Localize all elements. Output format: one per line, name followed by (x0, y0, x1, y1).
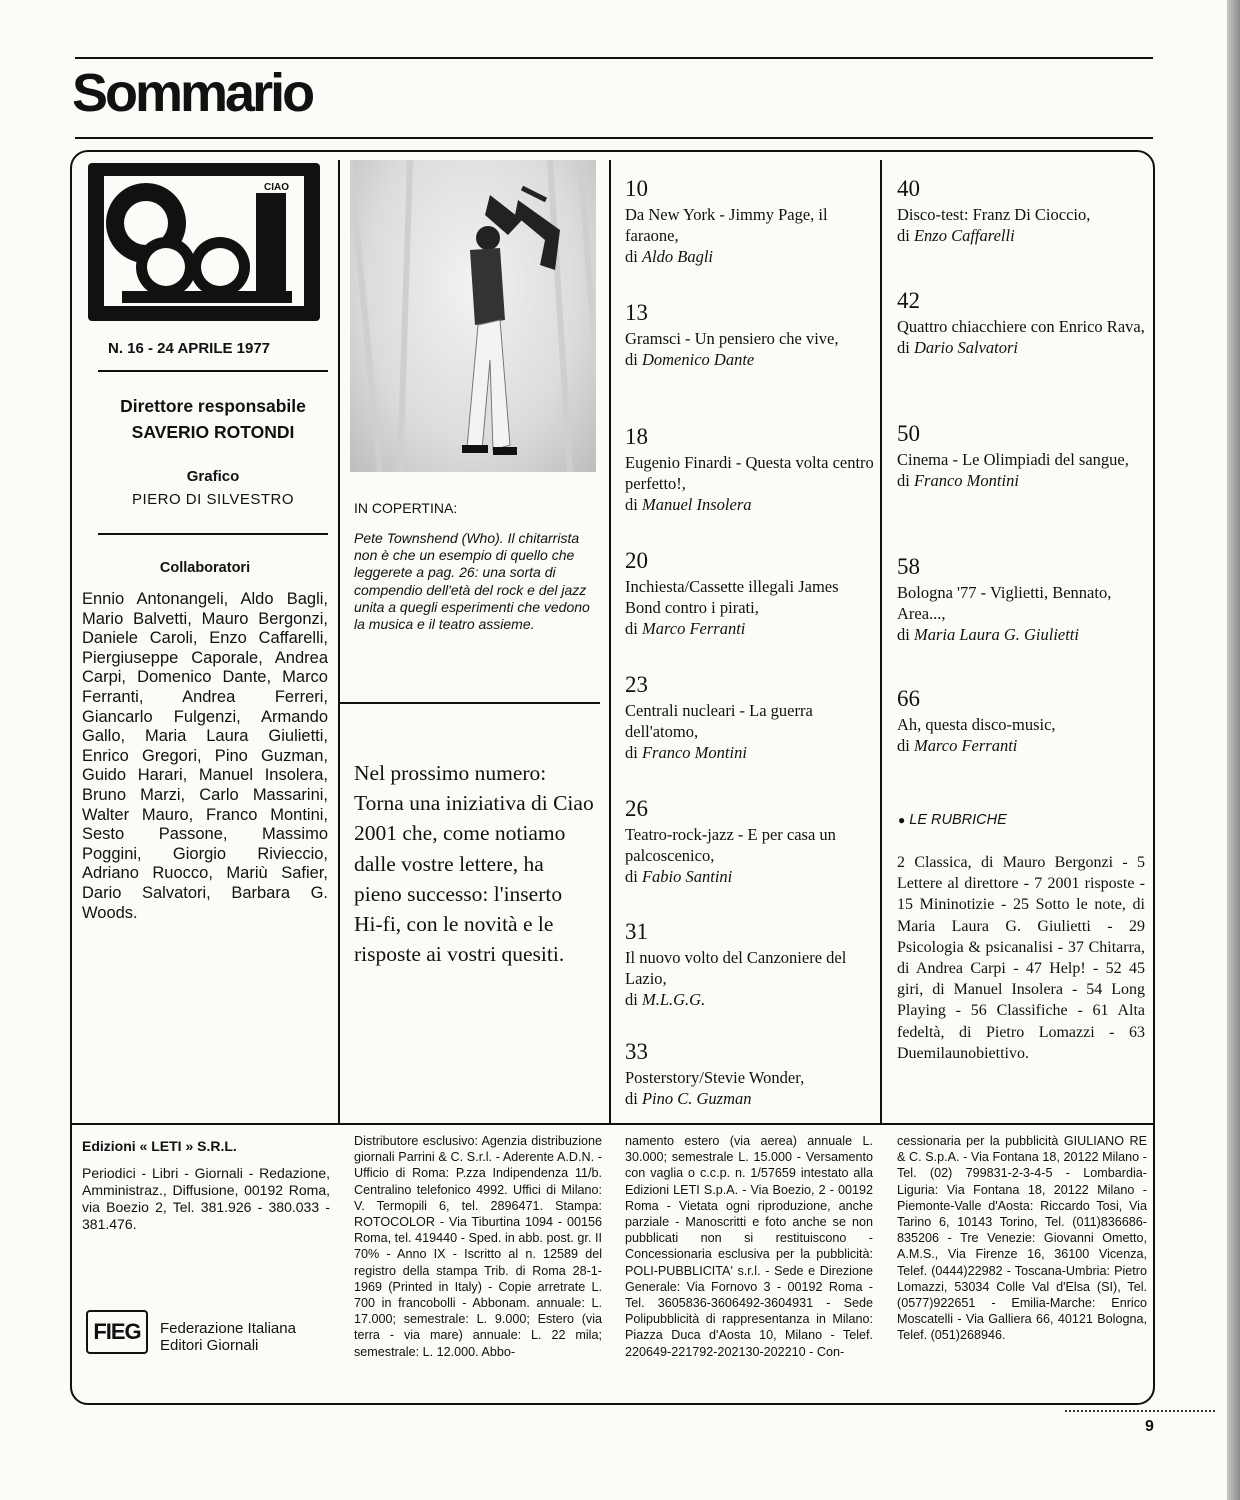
toc-by: di (897, 736, 910, 756)
rubriche-heading-text: LE RUBRICHE (909, 812, 1007, 828)
toc-entry[interactable] (625, 546, 875, 640)
toc-author: M.L.G.G. (641, 990, 706, 1010)
cover-rule (340, 702, 600, 704)
toc-entry[interactable] (897, 419, 1147, 491)
toc-author: Franco Montini (641, 743, 747, 763)
toc-page: 42 (897, 288, 920, 313)
toc-by: di (625, 619, 638, 639)
rubriche-text: 2 Classica, di Mauro Bergonzi - 5 Lettere al direttore - 7 2001 risposte - 15 Mininotizie - 25 Sotto le note, di Maria Laura G. Giulietti - 29 Psicologia & psicanalisi - 37 Chitarra, di Andrea Carpi - 47 Help! - 52 45 giri, di Manuel Insolera - 54 Long Playing - 56 Classifiche - 61 Alta fedeltà, di Pietro Lomazzi - 63 Duemilaunobiettivo. (897, 854, 1145, 1062)
masthead-rule-1 (98, 370, 328, 372)
fieg-text-line: Editori Giornali (160, 1337, 259, 1354)
toc-author: Domenico Dante (641, 350, 755, 370)
toc-title: Disco-test: Franz Di Cioccio, (897, 205, 1091, 224)
toc-entry[interactable] (625, 917, 875, 1011)
fieg-text-line: Federazione Italiana (160, 1320, 296, 1337)
bullet-icon: ● (898, 813, 906, 827)
toc-title: Bologna '77 - Viglietti, Bennato, Area..., (897, 583, 1112, 624)
column-rule-1 (338, 160, 340, 1123)
toc-author: Aldo Bagli (641, 247, 714, 267)
toc-title: Inchiesta/Cassette illegali James Bond contro i pirati, (625, 577, 839, 618)
top-rule (75, 57, 1153, 59)
toc-author: Marco Ferranti (913, 736, 1018, 756)
toc-page: 58 (897, 554, 920, 579)
cover-heading: IN COPERTINA: (354, 500, 458, 516)
fieg-text (160, 1320, 296, 1354)
toc-title: Centrali nucleari - La guerra dell'atomo, (625, 701, 813, 742)
publisher-text: Periodici - Libri - Giornali - Redazione, Amministraz., Diffusione, 00192 Roma, via Boezio 2, Tel. 381.926 - 380.033 - 381.476. (82, 1165, 330, 1232)
toc-page: 20 (625, 548, 648, 573)
column-rule-2 (609, 160, 611, 1123)
page-edge (1227, 0, 1240, 1500)
director-name: SAVERIO ROTONDI (131, 422, 295, 442)
director-label: Direttore responsabile (120, 396, 306, 416)
toc-title: Cinema - Le Olimpiadi del sangue, (897, 450, 1129, 469)
ciao-2001-logo (88, 163, 320, 321)
page-number: 9 (1145, 1418, 1154, 1435)
cover-photo (350, 160, 596, 472)
dotted-divider (1065, 1410, 1215, 1412)
toc-page: 66 (897, 686, 920, 711)
toc-by: di (625, 867, 638, 887)
fieg-logo: FIEG (86, 1310, 148, 1354)
toc-by: di (625, 350, 638, 370)
toc-entry[interactable] (625, 670, 875, 764)
toc-entry[interactable] (897, 684, 1147, 756)
toc-by: di (625, 743, 638, 763)
toc-by: di (625, 1089, 638, 1109)
colophon-col2: namento estero (via aerea) annuale L. 30.000; semestrale L. 15.000 - Versamento con vaglia o c.c.p. n. 1/57659 intestato alla Edizioni LETI S.p.A. - Via Boezio, 2 - 00192 Roma - Vietata ogni riproduzione, anche parziale - Manoscritti e foto anche se non pubblicati non si restituiscono - Concessionaria esclusiva per la pubblicità: POLI-PUBBLICITA' s.r.l. - Sede e Direzione Generale: Via Fornovo 3 - 00192 Roma - Tel. 3605836-3606492-3604931 - Sede Polipubblicità di rappresentanza in Milano: Piazza Duca d'Aosta 10, Milano - Telef. 220649-221792-202130-202210 - Con- (625, 1134, 873, 1359)
page-title: Sommario (72, 63, 313, 123)
toc-by: di (897, 338, 910, 358)
graphic-block (88, 465, 338, 511)
toc-page: 13 (625, 300, 648, 325)
toc-author: Manuel Insolera (641, 495, 752, 515)
toc-title: Quattro chiacchiere con Enrico Rava, (897, 317, 1145, 336)
toc-by: di (897, 471, 910, 491)
toc-author: Fabio Santini (641, 867, 733, 887)
toc-title: Posterstory/Stevie Wonder, (625, 1068, 805, 1087)
next-issue-text: Nel prossimo numero: Torna una iniziativa di Ciao 2001 che, come notiamo dalle vostre lettere, ha pieno successo: l'inserto Hi-fi, con le novità e le risposte ai vostri quesiti. (354, 761, 594, 967)
toc-page: 18 (625, 424, 648, 449)
logo-ciao-text: CIAO (264, 182, 289, 193)
toc-page: 10 (625, 176, 648, 201)
toc-title: Il nuovo volto del Canzoniere del Lazio, (625, 948, 847, 989)
toc-by: di (897, 226, 910, 246)
toc-title: Da New York - Jimmy Page, il faraone, (625, 205, 828, 246)
contributors-label: Collaboratori (159, 560, 251, 576)
publisher-name: Edizioni « LETI » S.R.L. (82, 1138, 237, 1154)
toc-author: Marco Ferranti (641, 619, 746, 639)
toc-title: Eugenio Finardi - Questa volta centro perfetto!, (625, 453, 874, 494)
toc-by: di (625, 247, 638, 267)
colophon-col3: cessionaria per la pubblicità GIULIANO RE & C. S.p.A. - Via Fontana 18, 20122 Milano - Tel. (02) 799831-2-3-4-5 - Lombardia-Liguria: Via Fontana 18, 20122 Milano - Piemonte-Valle d'Aosta: Riccardo Tosi, Via Tarino 6, 10143 Torino, Tel. (011)836686-835206 - Tre Venezie: Giovanni Ometto, A.M.S., Via Firenze 16, 36100 Vicenza, Telef. (0444)22982 - Toscana-Umbria: Pietro Lomazzi, 53034 Colle Val d'Elsa (SI), Tel. (0577)922651 - Emilia-Marche: Enrico Moscatelli - Via Galliera 66, 40121 Bologna, Telef. (051)268946. (897, 1134, 1147, 1343)
toc-author: Dario Salvatori (913, 338, 1019, 358)
colophon-rule (70, 1123, 1155, 1125)
contributors-list: Ennio Antonangeli, Aldo Bagli, Mario Balvetti, Mauro Bergonzi, Daniele Caroli, Enzo Caffarelli, Piergiuseppe Caporale, Andrea Carpi, Domenico Dante, Marco Ferranti, Andrea Ferreri, Giancarlo Fulgenzi, Armando Gallo, Maria Laura Giulietti, Enrico Gregori, Pino Guzman, Guido Harari, Manuel Insolera, Bruno Marzi, Carlo Massarini, Walter Mauro, Franco Montini, Sesto Passone, Massimo Poggini, Giorgio Rivieccio, Adriano Ruocco, Mariù Safier, Dario Salvatori, Barbara G. Woods. (82, 590, 328, 922)
toc-entry[interactable] (625, 422, 875, 516)
rubriche-heading (898, 812, 1007, 828)
toc-title: Teatro-rock-jazz - E per casa un palcoscenico, (625, 825, 836, 866)
column-rule-3 (880, 160, 882, 1123)
colophon-col1: Distributore esclusivo: Agenzia distribuzione giornali Parrini & C. S.r.l. - Aderente A.D.N. - Ufficio di Roma: P.zza Indipendenza 11/b. Centralino telefonico 4992. Uffici di Milano: V. Termopili 6, tel. 2896471. Stampa: ROTOCOLOR - Via Tiburtina 1094 - 00156 Roma, tel. 419440 - Sped. in abb. post. gr. II 70% - Anno IX - Iscritto al n. 12589 del registro della stampa Trib. di Roma 28-1-1969 (Printed in Italy) - Copie arretrate L. 700 in francobolli - Abbonam. annuale: L. 17.000; semestrale: L. 9.000; Estero (via terra - via mare) annuale: L. 22 mila; semestrale: L. 12.000. Abbo- (354, 1134, 602, 1359)
toc-page: 50 (897, 421, 920, 446)
toc-title: Ah, questa disco-music, (897, 715, 1056, 734)
toc-page: 26 (625, 796, 648, 821)
toc-author: Maria Laura G. Giulietti (913, 625, 1079, 645)
title-rule (75, 137, 1153, 139)
toc-page: 33 (625, 1039, 648, 1064)
toc-author: Pino C. Guzman (641, 1089, 752, 1109)
toc-author: Enzo Caffarelli (913, 226, 1015, 246)
toc-page: 23 (625, 672, 648, 697)
toc-entry[interactable] (897, 552, 1147, 646)
toc-entry[interactable] (625, 298, 875, 370)
director-block (88, 393, 338, 445)
toc-by: di (897, 625, 910, 645)
toc-page: 40 (897, 176, 920, 201)
toc-entry[interactable] (897, 174, 1147, 246)
graphic-label: Grafico (186, 468, 240, 485)
toc-entry[interactable] (625, 1037, 875, 1109)
toc-page: 31 (625, 919, 648, 944)
toc-entry[interactable] (625, 794, 875, 888)
cover-caption: Pete Townshend (Who). Il chitarrista non è che un esempio di quello che leggerete a pag. 26: una sorta di compendio dell'età del rock e del jazz unita a quegli esperimenti che vedono la musica e il teatro assieme. (354, 530, 590, 633)
toc-title: Gramsci - Un pensiero che vive, (625, 329, 839, 348)
toc-by: di (625, 495, 638, 515)
issue-number: N. 16 - 24 APRILE 1977 (108, 340, 271, 357)
toc-entry[interactable] (897, 286, 1147, 358)
toc-entry[interactable] (625, 174, 875, 268)
toc-author: Franco Montini (913, 471, 1019, 491)
graphic-name: PIERO DI SILVESTRO (131, 491, 295, 508)
toc-by: di (625, 990, 638, 1010)
masthead-rule-2 (98, 533, 328, 535)
